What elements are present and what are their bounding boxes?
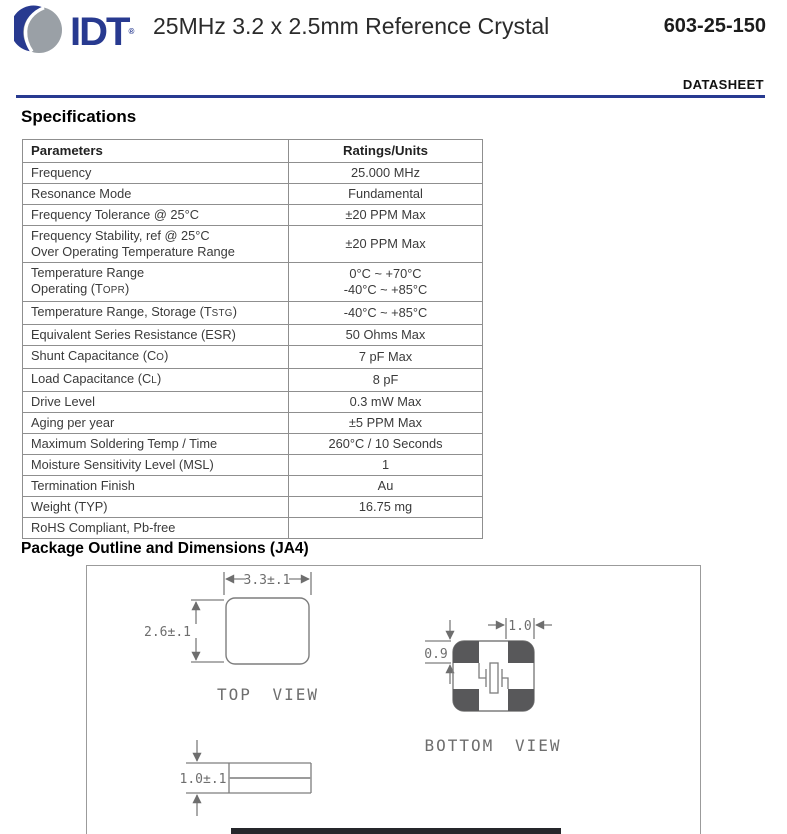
side-view-drawing — [180, 740, 311, 816]
pad-bottom-right — [508, 689, 534, 711]
specifications-heading: Specifications — [21, 107, 137, 126]
param-cell: Termination Finish — [23, 476, 289, 497]
col-header-parameters: Parameters — [23, 140, 289, 163]
bottom-view-drawing — [424, 618, 561, 755]
datasheet-label: DATASHEET — [682, 77, 764, 92]
top-view-label: TOP VIEW — [216, 685, 320, 704]
pad-height-dim: 0.9 — [424, 647, 448, 662]
value-cell: 0.3 mW Max — [289, 392, 483, 413]
value-cell: 7 pF Max — [289, 346, 483, 369]
param-cell: RoHS Compliant, Pb-free — [23, 518, 289, 539]
header-rule — [16, 95, 765, 98]
package-drawing-frame — [86, 565, 701, 834]
table-row — [23, 263, 483, 302]
value-cell: 16.75 mg — [289, 497, 483, 518]
table-row — [23, 455, 483, 476]
table-header-row — [23, 140, 483, 163]
table-row — [23, 184, 483, 205]
idt-logo — [14, 6, 134, 58]
table-row — [23, 346, 483, 369]
value-cell: 50 Ohms Max — [289, 325, 483, 346]
spec-table-body — [23, 163, 483, 539]
top-view-width-dim: 3.3±.1 — [243, 573, 291, 588]
table-row — [23, 413, 483, 434]
value-cell: 1 — [289, 455, 483, 476]
value-cell: -40°C ~ +85°C — [289, 302, 483, 325]
value-cell: Fundamental — [289, 184, 483, 205]
package-heading: Package Outline and Dimensions (JA4) — [21, 540, 309, 557]
param-cell: Resonance Mode — [23, 184, 289, 205]
pad-top-left — [453, 641, 479, 663]
value-cell: 260°C / 10 Seconds — [289, 434, 483, 455]
param-cell: Load Capacitance (CL) — [23, 369, 289, 392]
pad-top-right — [508, 641, 534, 663]
table-row — [23, 497, 483, 518]
table-row — [23, 226, 483, 263]
param-cell: Equivalent Series Resistance (ESR) — [23, 325, 289, 346]
param-cell: Drive Level — [23, 392, 289, 413]
table-row — [23, 302, 483, 325]
thickness-dim: 1.0±.1 — [179, 772, 227, 787]
value-cell: 25.000 MHz — [289, 163, 483, 184]
table-row — [23, 205, 483, 226]
value-cell: 0°C ~ +70°C -40°C ~ +85°C — [289, 263, 483, 302]
value-cell: 8 pF — [289, 369, 483, 392]
param-cell: Aging per year — [23, 413, 289, 434]
logo-wordmark: IDT® — [70, 10, 135, 54]
value-cell: ±5 PPM Max — [289, 413, 483, 434]
table-row — [23, 476, 483, 497]
table-row — [23, 369, 483, 392]
param-cell: Frequency Stability, ref @ 25°C Over Operating Temperature Range — [23, 226, 289, 263]
crystal-symbol-icon — [479, 663, 508, 693]
top-view-drawing — [144, 572, 319, 704]
col-header-ratings: Ratings/Units — [289, 140, 483, 163]
spec-table-container — [22, 139, 483, 539]
table-row — [23, 434, 483, 455]
package-drawing — [87, 566, 700, 834]
value-cell: ±20 PPM Max — [289, 205, 483, 226]
top-view-body — [226, 598, 309, 664]
spec-table — [22, 139, 483, 539]
footer-bar — [231, 828, 561, 834]
table-row — [23, 325, 483, 346]
bottom-view-label: BOTTOM VIEW — [424, 736, 562, 755]
param-cell: Frequency Tolerance @ 25°C — [23, 205, 289, 226]
table-row — [23, 518, 483, 539]
page-title: 25MHz 3.2 x 2.5mm Reference Crystal — [153, 13, 550, 39]
pad-bottom-left — [453, 689, 479, 711]
pad-width-dim: 1.0 — [508, 619, 532, 634]
idt-globe-icon — [14, 4, 66, 61]
param-cell: Moisture Sensitivity Level (MSL) — [23, 455, 289, 476]
param-cell: Frequency — [23, 163, 289, 184]
registered-mark: ® — [128, 27, 135, 36]
value-cell: Au — [289, 476, 483, 497]
param-cell: Temperature Range, Storage (TSTG) — [23, 302, 289, 325]
value-cell — [289, 518, 483, 539]
param-cell: Shunt Capacitance (CO) — [23, 346, 289, 369]
param-cell: Maximum Soldering Temp / Time — [23, 434, 289, 455]
part-number: 603-25-150 — [663, 15, 766, 37]
param-cell: Temperature Range Operating (TOPR) — [23, 263, 289, 302]
table-row — [23, 392, 483, 413]
value-cell: ±20 PPM Max — [289, 226, 483, 263]
param-cell: Weight (TYP) — [23, 497, 289, 518]
top-view-height-dim: 2.6±.1 — [144, 625, 191, 640]
table-row — [23, 163, 483, 184]
